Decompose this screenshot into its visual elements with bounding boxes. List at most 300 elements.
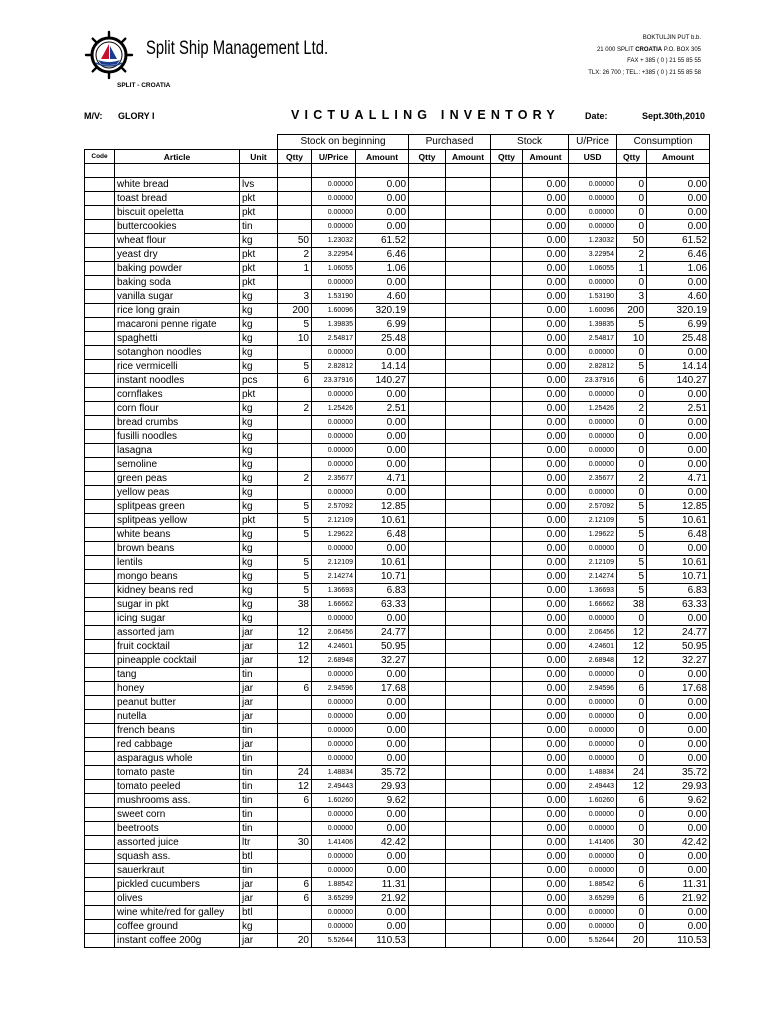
cell-unit: pkt [240, 514, 278, 528]
cell-unit: jar [240, 682, 278, 696]
cell-stock-qtty [491, 878, 523, 892]
cell-begin-uprice: 1.60096 [312, 304, 356, 318]
cell-consumption-amount: 12.85 [647, 500, 710, 514]
cell-stock-amount: 0.00 [523, 388, 569, 402]
table-row [85, 528, 710, 542]
cell-purchased-qtty [409, 458, 446, 472]
cell-stock-amount: 0.00 [523, 626, 569, 640]
cell-purchased-qtty [409, 248, 446, 262]
cell-article: sauerkraut [115, 864, 240, 878]
cell-unit: kg [240, 318, 278, 332]
cell-begin-qtty: 12 [278, 626, 312, 640]
cell-code [85, 766, 115, 780]
cell-begin-qtty [278, 346, 312, 360]
cell-purchased-amount [446, 542, 491, 556]
cell-unit: jar [240, 878, 278, 892]
cell-stock-qtty [491, 556, 523, 570]
cell-begin-amount: 10.61 [356, 514, 409, 528]
cell-consumption-qtty: 0 [617, 346, 647, 360]
cell-uprice-usd: 0.00000 [569, 444, 617, 458]
table-row [85, 318, 710, 332]
cell-uprice-usd: 2.14274 [569, 570, 617, 584]
cell-begin-uprice: 0.00000 [312, 388, 356, 402]
cell-consumption-amount: 6.99 [647, 318, 710, 332]
cell-begin-amount: 0.00 [356, 430, 409, 444]
cell-begin-uprice: 2.14274 [312, 570, 356, 584]
cell-begin-uprice: 0.00000 [312, 178, 356, 192]
cell-begin-uprice: 1.48834 [312, 766, 356, 780]
cell-consumption-amount: 0.00 [647, 850, 710, 864]
cell-stock-qtty [491, 220, 523, 234]
table-row [85, 598, 710, 612]
cell-consumption-qtty: 5 [617, 500, 647, 514]
cell-stock-amount: 0.00 [523, 808, 569, 822]
cell-stock-amount: 0.00 [523, 262, 569, 276]
cell-begin-qtty: 6 [278, 878, 312, 892]
cell-article: white beans [115, 528, 240, 542]
document-title: VICTUALLING INVENTORY [291, 108, 560, 122]
company-city: SPLIT - CROATIA [117, 82, 171, 89]
table-row [85, 248, 710, 262]
cell-uprice-usd: 1.60260 [569, 794, 617, 808]
cell-begin-uprice: 0.00000 [312, 486, 356, 500]
cell-unit: kg [240, 444, 278, 458]
cell-unit: kg [240, 598, 278, 612]
cell-code [85, 920, 115, 934]
cell-consumption-amount: 4.60 [647, 290, 710, 304]
cell-consumption-amount: 0.00 [647, 276, 710, 290]
cell-article: wheat flour [115, 234, 240, 248]
cell-stock-amount: 0.00 [523, 724, 569, 738]
cell-stock-qtty [491, 584, 523, 598]
cell-uprice-usd: 1.53190 [569, 290, 617, 304]
cell-article: mongo beans [115, 570, 240, 584]
cell-purchased-amount [446, 374, 491, 388]
cell-purchased-qtty [409, 584, 446, 598]
spacer-cell [409, 164, 446, 178]
cell-begin-uprice: 1.36693 [312, 584, 356, 598]
cell-begin-uprice: 0.00000 [312, 346, 356, 360]
cell-begin-amount: 14.14 [356, 360, 409, 374]
cell-stock-qtty [491, 402, 523, 416]
cell-code [85, 318, 115, 332]
company-name: Split Ship Management Ltd. [146, 38, 329, 59]
cell-purchased-amount [446, 696, 491, 710]
cell-uprice-usd: 0.00000 [569, 486, 617, 500]
cell-uprice-usd: 0.00000 [569, 738, 617, 752]
cell-stock-amount: 0.00 [523, 402, 569, 416]
table-row [85, 178, 710, 192]
cell-begin-amount: 0.00 [356, 612, 409, 626]
cell-consumption-qtty: 12 [617, 780, 647, 794]
table-row [85, 920, 710, 934]
cell-code [85, 402, 115, 416]
cell-code [85, 486, 115, 500]
cell-begin-uprice: 2.35677 [312, 472, 356, 486]
cell-stock-qtty [491, 388, 523, 402]
cell-stock-amount: 0.00 [523, 416, 569, 430]
cell-unit: pkt [240, 388, 278, 402]
cell-stock-amount: 0.00 [523, 346, 569, 360]
cell-consumption-amount: 6.46 [647, 248, 710, 262]
cell-consumption-qtty: 20 [617, 934, 647, 948]
table-row [85, 514, 710, 528]
cell-consumption-amount: 0.00 [647, 542, 710, 556]
cell-consumption-qtty: 1 [617, 262, 647, 276]
table-row [85, 416, 710, 430]
cell-begin-qtty: 3 [278, 290, 312, 304]
cell-uprice-usd: 0.00000 [569, 920, 617, 934]
group-purchased: Purchased [409, 135, 491, 150]
table-row [85, 346, 710, 360]
table-row [85, 570, 710, 584]
cell-unit: jar [240, 934, 278, 948]
fax-line: FAX + 385 ( 0 ) 21 55 85 55 [627, 58, 701, 65]
cell-stock-qtty [491, 640, 523, 654]
cell-uprice-usd: 0.00000 [569, 668, 617, 682]
cell-consumption-qtty: 2 [617, 402, 647, 416]
cell-begin-amount: 0.00 [356, 668, 409, 682]
cell-code [85, 794, 115, 808]
cell-begin-amount: 320.19 [356, 304, 409, 318]
cell-begin-uprice: 0.00000 [312, 724, 356, 738]
cell-code [85, 808, 115, 822]
cell-begin-amount: 6.83 [356, 584, 409, 598]
cell-consumption-qtty: 0 [617, 486, 647, 500]
cell-unit: kg [240, 304, 278, 318]
cell-article: pineapple cocktail [115, 654, 240, 668]
cell-purchased-qtty [409, 696, 446, 710]
cell-purchased-qtty [409, 304, 446, 318]
cell-uprice-usd: 2.54817 [569, 332, 617, 346]
spacer-row [85, 164, 710, 178]
cell-stock-amount: 0.00 [523, 752, 569, 766]
cell-uprice-usd: 2.06456 [569, 626, 617, 640]
cell-stock-amount: 0.00 [523, 472, 569, 486]
spacer-cell [356, 164, 409, 178]
cell-stock-amount: 0.00 [523, 598, 569, 612]
cell-code [85, 388, 115, 402]
cell-code [85, 724, 115, 738]
cell-stock-qtty [491, 920, 523, 934]
cell-stock-qtty [491, 276, 523, 290]
cell-consumption-qtty: 10 [617, 332, 647, 346]
cell-begin-amount: 6.46 [356, 248, 409, 262]
cell-uprice-usd: 0.00000 [569, 220, 617, 234]
cell-unit: kg [240, 920, 278, 934]
cell-purchased-amount [446, 556, 491, 570]
cell-unit: kg [240, 584, 278, 598]
table-row [85, 332, 710, 346]
table-row [85, 654, 710, 668]
cell-stock-qtty [491, 724, 523, 738]
cell-uprice-usd: 5.52644 [569, 934, 617, 948]
cell-uprice-usd: 0.00000 [569, 346, 617, 360]
cell-code [85, 206, 115, 220]
cell-begin-qtty [278, 668, 312, 682]
spacer-cell [647, 164, 710, 178]
cell-unit: kg [240, 290, 278, 304]
cell-uprice-usd: 0.00000 [569, 178, 617, 192]
cell-unit: tin [240, 752, 278, 766]
cell-uprice-usd: 1.39835 [569, 318, 617, 332]
cell-code [85, 640, 115, 654]
cell-begin-amount: 61.52 [356, 234, 409, 248]
cell-stock-qtty [491, 710, 523, 724]
cell-purchased-qtty [409, 780, 446, 794]
address-line-2-post: P.O. BOX 305 [662, 46, 701, 53]
cell-unit: jar [240, 640, 278, 654]
cell-code [85, 892, 115, 906]
cell-purchased-qtty [409, 836, 446, 850]
cell-begin-amount: 0.00 [356, 346, 409, 360]
cell-unit: tin [240, 808, 278, 822]
spacer-cell [569, 164, 617, 178]
cell-consumption-amount: 9.62 [647, 794, 710, 808]
cell-stock-amount: 0.00 [523, 528, 569, 542]
cell-uprice-usd: 2.57092 [569, 500, 617, 514]
cell-consumption-qtty: 3 [617, 290, 647, 304]
cell-purchased-qtty [409, 892, 446, 906]
cell-purchased-amount [446, 416, 491, 430]
cell-begin-uprice: 0.00000 [312, 458, 356, 472]
cell-begin-qtty: 5 [278, 318, 312, 332]
cell-begin-qtty [278, 752, 312, 766]
cell-consumption-qtty: 5 [617, 360, 647, 374]
cell-purchased-amount [446, 318, 491, 332]
cell-begin-amount: 0.00 [356, 850, 409, 864]
table-row [85, 206, 710, 220]
cell-purchased-qtty [409, 500, 446, 514]
cell-article: sotanghon noodles [115, 346, 240, 360]
cell-stock-amount: 0.00 [523, 542, 569, 556]
cell-stock-amount: 0.00 [523, 934, 569, 948]
cell-begin-amount: 10.61 [356, 556, 409, 570]
cell-uprice-usd: 1.36693 [569, 584, 617, 598]
table-row [85, 304, 710, 318]
cell-consumption-amount: 0.00 [647, 458, 710, 472]
cell-consumption-qtty: 6 [617, 794, 647, 808]
cell-code [85, 752, 115, 766]
cell-begin-uprice: 0.00000 [312, 850, 356, 864]
cell-uprice-usd: 0.00000 [569, 388, 617, 402]
cell-begin-qtty [278, 192, 312, 206]
cell-purchased-amount [446, 710, 491, 724]
cell-begin-qtty [278, 486, 312, 500]
cell-consumption-amount: 63.33 [647, 598, 710, 612]
cell-consumption-qtty: 5 [617, 556, 647, 570]
table-row [85, 192, 710, 206]
cell-uprice-usd: 0.00000 [569, 710, 617, 724]
cell-begin-uprice: 2.12109 [312, 556, 356, 570]
cell-stock-amount: 0.00 [523, 374, 569, 388]
cell-stock-amount: 0.00 [523, 206, 569, 220]
cell-begin-uprice: 0.00000 [312, 220, 356, 234]
cell-purchased-amount [446, 262, 491, 276]
cell-code [85, 738, 115, 752]
cell-article: tomato peeled [115, 780, 240, 794]
cell-stock-amount: 0.00 [523, 640, 569, 654]
cell-article: red cabbage [115, 738, 240, 752]
column-header-purchased-qtty: Qtty [409, 150, 446, 164]
cell-consumption-amount: 0.00 [647, 444, 710, 458]
cell-begin-qtty: 10 [278, 332, 312, 346]
cell-begin-amount: 0.00 [356, 864, 409, 878]
cell-begin-uprice: 2.12109 [312, 514, 356, 528]
cell-begin-amount: 4.60 [356, 290, 409, 304]
cell-begin-amount: 0.00 [356, 416, 409, 430]
cell-begin-qtty: 5 [278, 500, 312, 514]
cell-begin-uprice: 0.00000 [312, 864, 356, 878]
cell-purchased-amount [446, 752, 491, 766]
cell-article: splitpeas green [115, 500, 240, 514]
cell-consumption-amount: 0.00 [647, 920, 710, 934]
cell-begin-uprice: 0.00000 [312, 906, 356, 920]
cell-stock-qtty [491, 458, 523, 472]
cell-consumption-amount: 10.61 [647, 556, 710, 570]
cell-uprice-usd: 0.00000 [569, 696, 617, 710]
cell-begin-amount: 32.27 [356, 654, 409, 668]
cell-purchased-amount [446, 738, 491, 752]
cell-purchased-qtty [409, 514, 446, 528]
cell-stock-qtty [491, 906, 523, 920]
cell-uprice-usd: 0.00000 [569, 808, 617, 822]
cell-unit: jar [240, 654, 278, 668]
cell-purchased-qtty [409, 906, 446, 920]
cell-consumption-qtty: 0 [617, 444, 647, 458]
table-row [85, 822, 710, 836]
cell-article: bread crumbs [115, 416, 240, 430]
cell-stock-qtty [491, 766, 523, 780]
cell-article: lasagna [115, 444, 240, 458]
table-row [85, 402, 710, 416]
cell-begin-uprice: 0.00000 [312, 542, 356, 556]
cell-code [85, 234, 115, 248]
cell-begin-qtty: 20 [278, 934, 312, 948]
cell-unit: jar [240, 696, 278, 710]
cell-code [85, 346, 115, 360]
cell-stock-amount: 0.00 [523, 836, 569, 850]
cell-consumption-qtty: 0 [617, 920, 647, 934]
cell-begin-uprice: 2.49443 [312, 780, 356, 794]
table-row [85, 234, 710, 248]
cell-uprice-usd: 0.00000 [569, 416, 617, 430]
cell-begin-uprice: 1.53190 [312, 290, 356, 304]
cell-consumption-qtty: 50 [617, 234, 647, 248]
cell-begin-uprice: 3.65299 [312, 892, 356, 906]
cell-article: buttercookies [115, 220, 240, 234]
group-header-blank [85, 135, 278, 150]
cell-stock-qtty [491, 192, 523, 206]
cell-consumption-qtty: 0 [617, 808, 647, 822]
cell-uprice-usd: 1.60096 [569, 304, 617, 318]
table-row [85, 220, 710, 234]
cell-purchased-qtty [409, 388, 446, 402]
cell-unit: tin [240, 766, 278, 780]
cell-unit: kg [240, 472, 278, 486]
cell-article: sweet corn [115, 808, 240, 822]
cell-purchased-qtty [409, 556, 446, 570]
cell-purchased-amount [446, 234, 491, 248]
table-row [85, 584, 710, 598]
cell-stock-amount: 0.00 [523, 766, 569, 780]
cell-article: sugar in pkt [115, 598, 240, 612]
cell-begin-uprice: 2.06456 [312, 626, 356, 640]
cell-article: lentils [115, 556, 240, 570]
cell-stock-qtty [491, 654, 523, 668]
table-row [85, 556, 710, 570]
cell-purchased-amount [446, 444, 491, 458]
cell-consumption-qtty: 6 [617, 878, 647, 892]
cell-consumption-amount: 0.00 [647, 752, 710, 766]
cell-stock-qtty [491, 206, 523, 220]
cell-purchased-amount [446, 836, 491, 850]
cell-stock-qtty [491, 318, 523, 332]
cell-unit: tin [240, 220, 278, 234]
table-row [85, 724, 710, 738]
cell-begin-uprice: 1.25426 [312, 402, 356, 416]
table-row [85, 906, 710, 920]
cell-stock-qtty [491, 500, 523, 514]
cell-article: wine white/red for galley [115, 906, 240, 920]
cell-begin-uprice: 1.41406 [312, 836, 356, 850]
cell-purchased-qtty [409, 178, 446, 192]
cell-article: peanut butter [115, 696, 240, 710]
table-row [85, 892, 710, 906]
cell-article: asparagus whole [115, 752, 240, 766]
cell-purchased-qtty [409, 934, 446, 948]
spacer-cell [523, 164, 569, 178]
cell-consumption-qtty: 5 [617, 514, 647, 528]
cell-purchased-qtty [409, 528, 446, 542]
cell-begin-qtty: 6 [278, 892, 312, 906]
cell-uprice-usd: 1.66662 [569, 598, 617, 612]
cell-begin-qtty: 5 [278, 570, 312, 584]
cell-consumption-qtty: 0 [617, 430, 647, 444]
cell-consumption-amount: 6.48 [647, 528, 710, 542]
cell-purchased-qtty [409, 346, 446, 360]
cell-begin-qtty [278, 220, 312, 234]
table-row [85, 360, 710, 374]
cell-begin-amount: 0.00 [356, 192, 409, 206]
cell-begin-uprice: 1.39835 [312, 318, 356, 332]
cell-begin-qtty: 5 [278, 556, 312, 570]
cell-code [85, 262, 115, 276]
cell-purchased-amount [446, 892, 491, 906]
cell-consumption-qtty: 200 [617, 304, 647, 318]
table-row [85, 738, 710, 752]
cell-begin-uprice: 0.00000 [312, 276, 356, 290]
cell-article: assorted jam [115, 626, 240, 640]
column-header-begin-uprice: U/Price [312, 150, 356, 164]
cell-unit: jar [240, 626, 278, 640]
cell-uprice-usd: 2.35677 [569, 472, 617, 486]
cell-article: yeast dry [115, 248, 240, 262]
cell-begin-qtty: 50 [278, 234, 312, 248]
cell-code [85, 290, 115, 304]
cell-stock-qtty [491, 374, 523, 388]
cell-begin-uprice: 1.88542 [312, 878, 356, 892]
cell-article: cornflakes [115, 388, 240, 402]
cell-code [85, 430, 115, 444]
cell-stock-qtty [491, 178, 523, 192]
cell-consumption-amount: 0.00 [647, 430, 710, 444]
cell-begin-qtty: 12 [278, 780, 312, 794]
cell-stock-qtty [491, 696, 523, 710]
cell-unit: jar [240, 738, 278, 752]
cell-begin-qtty: 5 [278, 514, 312, 528]
cell-article: fruit cocktail [115, 640, 240, 654]
